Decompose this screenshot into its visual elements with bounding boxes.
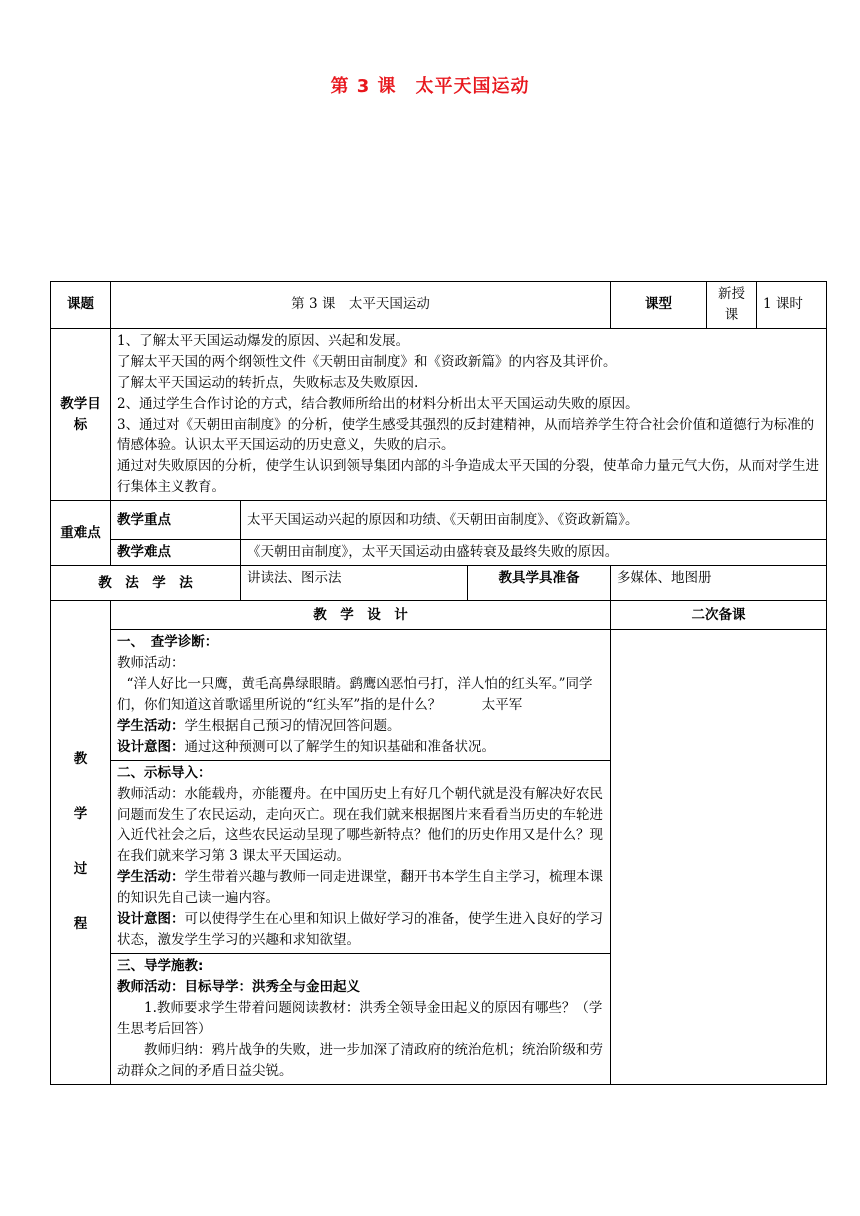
section2-teacher: 教师活动：水能载舟，亦能覆舟。在中国历史上有好几个朝代就是没有解决好农民问题而发生了农民运动，走向灭亡。现在我们就来根据图片来看看当历史的车轮进入近代社会之后，这些农民运动呈现了哪些新特点？他们的历史作用又是什么？现在我们就来学习第 3 课太平天国运动。 xyxy=(117,785,603,865)
objective-line: 了解太平天国的两个纲领性文件《天朝田亩制度》和《资政新篇》的内容及其评价。 xyxy=(117,353,617,370)
hours-value: 1 课时 xyxy=(757,282,827,329)
objective-line: 通过对失败原因的分析，使学生认识到领导集团内部的斗争造成太平天国的分裂，使革命力量元气大伤，从而对学生进行集体主义教育。 xyxy=(117,458,819,496)
topic-label: 课题 xyxy=(51,282,111,329)
difficulty-label: 教学难点 xyxy=(111,540,241,566)
section3-subheading: 教师活动：目标导学：洪秀全与金田起义 xyxy=(117,978,360,995)
type-value: 新授课 xyxy=(707,282,757,329)
section2-intent-text: 可以使得学生在心里和知识上做好学习的准备，使学生进入良好的学习状态，激发学生学习的兴趣和求知欲望。 xyxy=(117,911,603,949)
section2-intent-label: 设计意图： xyxy=(117,911,185,928)
design-header: 教 学 设 计 xyxy=(111,601,611,630)
focus-value: 太平天国运动兴起的原因和功绩、《天朝田亩制度》、《资政新篇》。 xyxy=(241,501,827,540)
section1-content xyxy=(111,630,611,761)
section3-content xyxy=(111,953,611,1084)
focus-label: 教学重点 xyxy=(111,501,241,540)
difficulty-value: 《天朝田亩制度》，太平天国运动由盛转衰及最终失败的原因。 xyxy=(241,540,827,566)
second-prep-cell xyxy=(611,630,827,1084)
section3-heading: 三、导学施教: xyxy=(117,957,204,974)
process-char: 程 xyxy=(73,916,88,933)
process-header-row xyxy=(51,601,827,630)
process-char: 教 xyxy=(73,751,88,768)
objectives-label: 教学目标 xyxy=(51,328,111,500)
section3-item1: 1.教师要求学生带着问题阅读教材：洪秀全领导金田起义的原因有哪些？（学生思考后回答） xyxy=(117,999,603,1037)
section1-teacher: 教师活动： xyxy=(117,655,185,672)
lesson-plan-table xyxy=(50,281,827,1085)
methods-row xyxy=(51,566,827,601)
objective-line: 1、了解太平天国运动爆发的原因、兴起和发展。 xyxy=(117,332,410,349)
page-title: 第 3 课 太平天国运动 xyxy=(330,76,530,97)
key-points-label: 重难点 xyxy=(51,501,111,566)
process-label xyxy=(51,601,111,1084)
second-prep-header: 二次备课 xyxy=(611,601,827,630)
focus-row xyxy=(51,501,827,540)
methods-value: 讲读法、图示法 xyxy=(241,566,468,601)
methods-label: 教 法 学 法 xyxy=(51,566,241,601)
section2-content xyxy=(111,760,611,953)
tools-value: 多媒体、地图册 xyxy=(611,566,827,601)
difficulty-row xyxy=(51,540,827,566)
topic-row xyxy=(51,282,827,329)
section2-student-label: 学生活动： xyxy=(117,869,185,886)
objective-line: 3、通过对《天朝田亩制度》的分析，使学生感受其强烈的反封建精神，从而培养学生符合社会价值和道德行为标准的情感体验。认识太平天国运动的历史意义，失败的启示。 xyxy=(117,416,815,454)
section1-quote: “洋人好比一只鹰，黄毛高鼻绿眼睛。鹞鹰凶恶怕弓打，洋人怕的红头军。”同学们，你们知道这首歌谣里所说的“红头军”指的是什么？ 太平军 xyxy=(117,675,593,713)
process-char: 过 xyxy=(73,861,88,878)
section1-student-label: 学生活动： xyxy=(117,717,185,734)
section1-row xyxy=(51,630,827,761)
topic-value: 第 3 课 太平天国运动 xyxy=(111,282,611,329)
process-char: 学 xyxy=(73,806,88,823)
section1-student-text: 学生根据自己预习的情况回答问题。 xyxy=(184,717,401,734)
type-label: 课型 xyxy=(611,282,707,329)
tools-label: 教具学具准备 xyxy=(468,566,611,601)
section2-heading: 二、示标导入： xyxy=(117,764,212,781)
section1-heading: 一、 查学诊断： xyxy=(117,634,219,651)
objectives-row xyxy=(51,328,827,500)
section1-intent-label: 设计意图： xyxy=(117,738,185,755)
section1-intent-text: 通过这种预测可以了解学生的知识基础和准备状况。 xyxy=(184,738,495,755)
objective-line: 2、通过学生合作讨论的方式，结合教师所给出的材料分析出太平天国运动失败的原因。 xyxy=(117,395,639,412)
section3-summary: 教师归纳：鸦片战争的失败，进一步加深了清政府的统治危机；统治阶级和劳动群众之间的矛盾日益尖锐。 xyxy=(117,1041,603,1079)
objective-line: 了解太平天国运动的转折点，失败标志及失败原因. xyxy=(117,374,419,391)
section2-student-text: 学生带着兴趣与教师一同走进课堂，翻开书本学生自主学习，梳理本课的知识先自己读一遍内容。 xyxy=(117,869,603,907)
objectives-content xyxy=(111,328,827,500)
